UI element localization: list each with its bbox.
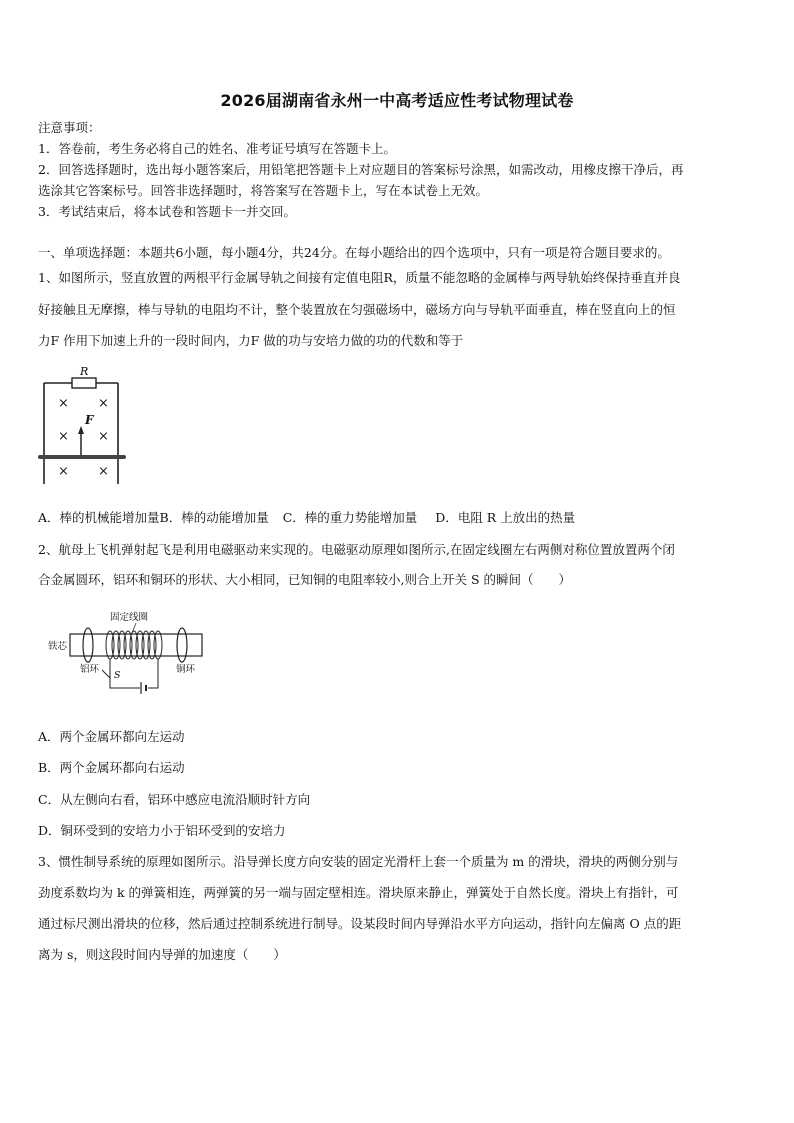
question-1-text: 1、如图所示，竖直放置的两根平行金属导轨之间接有定值电阻R，质量不能忽略的金属棒与两导轨始终保持垂直并良 (38, 270, 681, 285)
question-3-text: 劲度系数均为 k 的弹簧相连，两弹簧的另一端与固定壁相连。滑块原来静止，弹簧处于自然长度。滑块上有指针，可 (38, 885, 679, 900)
force-arrowhead (78, 426, 84, 434)
resistor-label: R (80, 365, 89, 378)
question-1-options (38, 510, 758, 526)
option-c: C．棒的重力势能增加量 (282, 510, 418, 525)
notice-item: 选涂其它答案标号。回答非选择题时，将答案写在答题卡上，写在本试卷上无效。 (38, 183, 489, 198)
field-cross: × (98, 429, 109, 444)
field-cross: × (98, 396, 109, 411)
switch-label: S (114, 670, 121, 681)
exam-title: 2026届湖南省永州一中高考适应性考试物理试卷 (220, 91, 574, 110)
question-2-option: C．从左侧向右看，铝环中感应电流沿顺时针方向 (38, 792, 311, 807)
notice-heading: 注意事项： (38, 120, 101, 135)
question-1-text: 好接触且无摩擦，棒与导轨的电阻均不计，整个装置放在匀强磁场中，磁场方向与导轨平面垂直，棒在竖直向上的恒 (38, 302, 676, 317)
switch (102, 670, 110, 678)
option-a: A．棒的机械能增加量 (38, 510, 160, 525)
core-label: 铁芯 (48, 641, 68, 652)
question-3-text: 通过标尺测出滑块的位移，然后通过控制系统进行制导。设某段时间内导弹沿水平方向运动，指针向左偏离 O 点的距 (38, 916, 682, 931)
section-heading: 一、单项选择题：本题共6小题，每小题4分，共24分。在每小题给出的四个选项中，只有一项是符合题目要求的。 (38, 245, 670, 260)
resistor-symbol (72, 378, 96, 388)
left-ring-label: 铝环 (80, 664, 100, 675)
option-b: B．棒的动能增加量 (159, 510, 269, 525)
question-2-text: 2、航母上飞机弹射起飞是利用电磁驱动来实现的。电磁驱动原理如图所示,在固定线圈左右两侧对称位置放置两个闭 (38, 542, 675, 557)
notice-item: 2．回答选择题时，选出每小题答案后，用铅笔把答题卡上对应题目的答案标号涂黑，如需改动，用橡皮擦干净后，再 (38, 162, 684, 177)
question-3-text: 3、惯性制导系统的原理如图所示。沿导弹长度方向安装的固定光滑杆上套一个质量为 m 的滑块，滑块的两侧分别与 (38, 854, 679, 869)
field-cross: × (58, 396, 69, 411)
electromagnetic-drive-figure (44, 608, 214, 700)
metal-rod (38, 455, 126, 459)
field-cross: × (98, 464, 109, 479)
field-cross: × (58, 464, 69, 479)
question-2-text: 合金属圆环，铝环和铜环的形状、大小相同，已知铜的电阻率较小,则合上开关 S 的瞬间（ ） (38, 572, 571, 587)
rail-circuit-figure (36, 364, 128, 490)
question-1-text: 力F 作用下加速上升的一段时间内，力F 做的功与安培力做的功的代数和等于 (38, 333, 464, 348)
question-2-option: D．铜环受到的安培力小于铝环受到的安培力 (38, 823, 286, 838)
field-cross: × (58, 429, 69, 444)
force-label: F (85, 413, 94, 427)
question-2-option: A．两个金属环都向左运动 (38, 729, 185, 744)
notice-item: 3．考试结束后，将本试卷和答题卡一并交回。 (38, 204, 296, 219)
question-2-option: B．两个金属环都向右运动 (38, 760, 185, 775)
notice-item: 1．答卷前，考生务必将自己的姓名、准考证号填写在答题卡上。 (38, 141, 396, 156)
question-3-text: 离为 s，则这段时间内导弹的加速度（ ） (38, 947, 286, 962)
coil-label: 固定线圈 (110, 612, 149, 623)
right-ring-label: 铜环 (176, 664, 196, 675)
option-d: D．电阻 R 上放出的热量 (435, 510, 576, 525)
